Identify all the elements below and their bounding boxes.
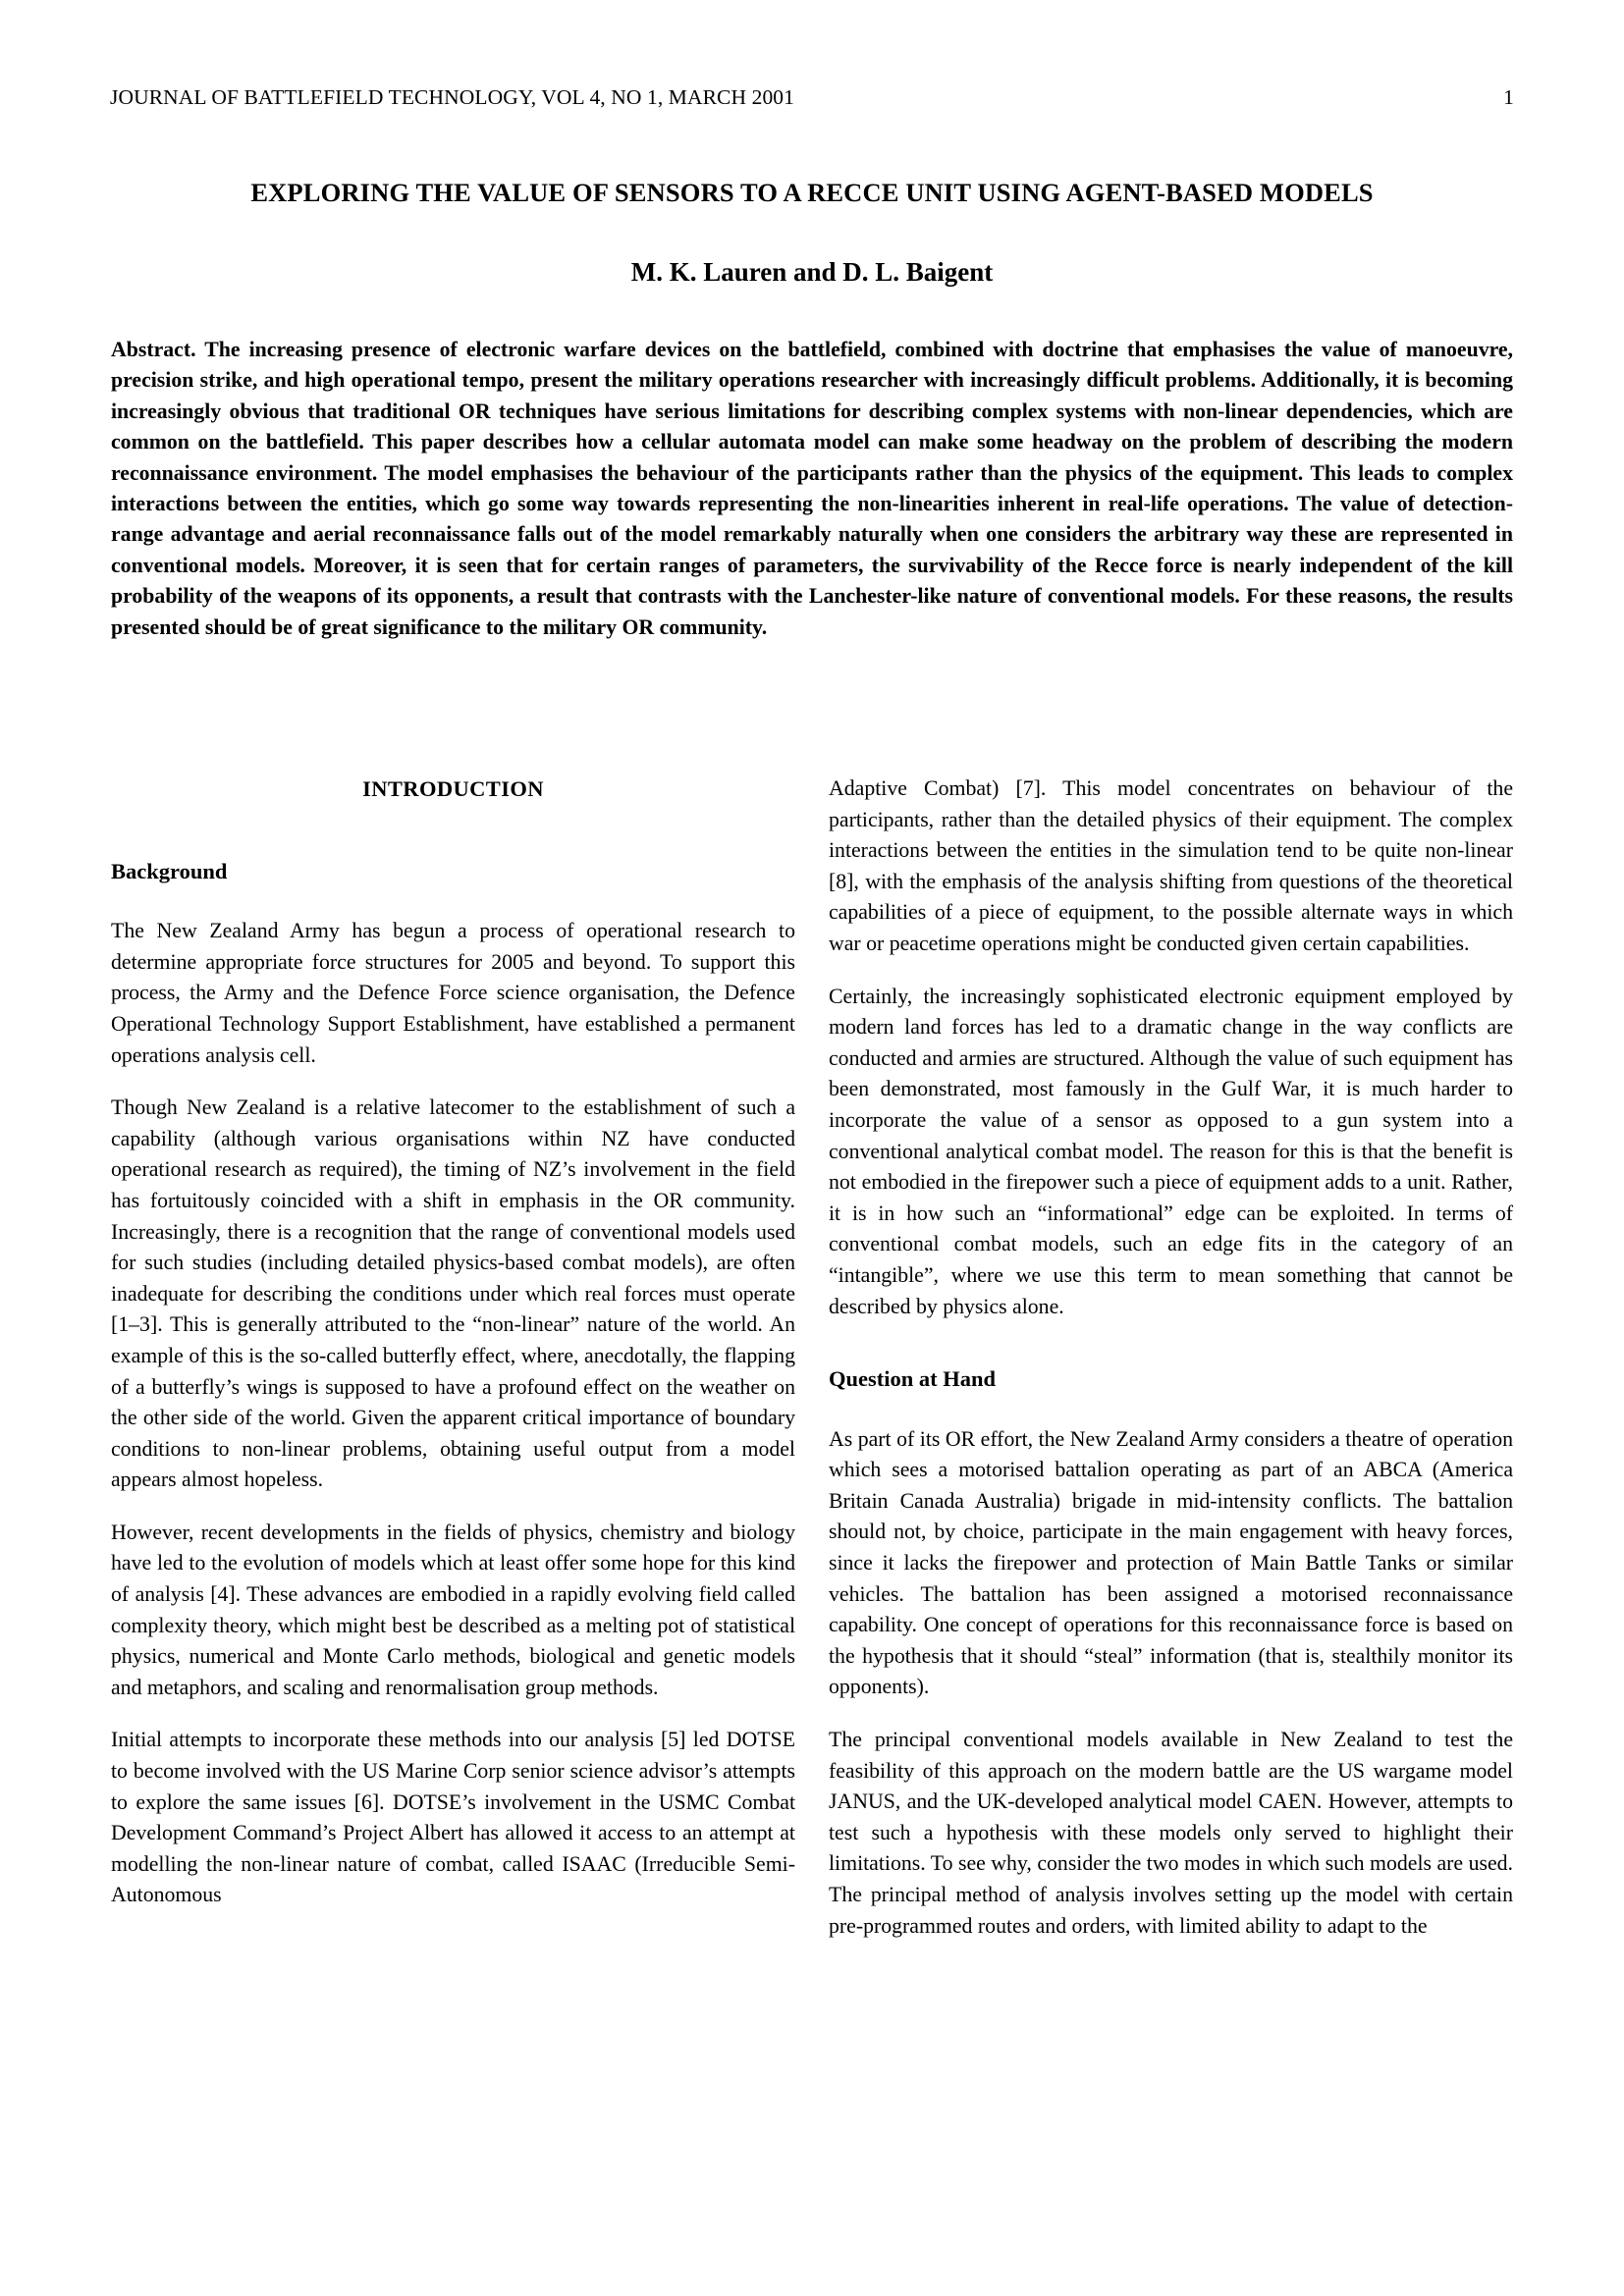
running-head [110, 86, 1514, 110]
author-list: M. K. Lauren and D. L. Baigent [630, 257, 994, 288]
paragraph: However, recent developments in the fields of physics, chemistry and biology have led to the evolution of models which at least offer some hope for this kind of analysis [4]. These advances are embodied in a rapidly evolving field called complexity theory, which might best be described as a melting pot of statistical physics, numerical and Monte Carlo methods, biological and genetic models and metaphors, and scaling and renormalisation group methods. [111, 1520, 795, 1699]
subheading-background: Background [111, 858, 228, 883]
journal-reference: JOURNAL OF BATTLEFIELD TECHNOLOGY, VOL 4, NO 1, MARCH 2001 [110, 85, 795, 109]
title-block [98, 177, 1526, 289]
paragraph: Certainly, the increasingly sophisticated electronic equipment employed by modern land forces has led to a dramatic change in the way conflicts are conducted and armies are structured. Although the value of such equipment has been demonstrated, most famously in the Gulf War, it is much harder to incorporate the value of a sensor as opposed to a gun system into a conventional analytical combat model. The reason for this is that the benefit is not embodied in the firepower such a piece of equipment adds to a unit. Rather, it is in how such an “informational” edge can be exploited. In terms of conventional combat models, such an edge fits in the category of an “intangible”, where we use this term to mean something that cannot be described by physics alone. [829, 984, 1513, 1318]
paragraph: Though New Zealand is a relative latecomer to the establishment of such a capability (although various organisations within NZ have conducted operational research as required), the timing of NZ’s involvement in the field has fortuitously coincided with a shift in emphasis in the OR community. Increasingly, there is a recognition that the range of conventional models used for such studies (including detailed physics-based combat models), are often inadequate for describing the conditions under which real forces must operate [1–3]. This is generally attributed to the “non-linear” nature of the world. An example of this is the so-called butterfly effect, where, anecdotally, the flapping of a butterfly’s wings is supposed to have a profound effect on the weather on the other side of the world. Given the apparent critical importance of boundary conditions to non-linear problems, obtaining useful output from a model appears almost hopeless. [111, 1095, 795, 1492]
page-title: EXPLORING THE VALUE OF SENSORS TO A RECCE UNIT USING AGENT-BASED MODELS [250, 178, 1374, 207]
paragraph: The New Zealand Army has begun a process of operational research to determine appropriate force structures for 2005 and beyond. To support this process, the Army and the Defence Force science organisation, the Defence Operational Technology Support Establishment, have established a permanent operations analysis cell. [111, 919, 795, 1067]
subheading-question-at-hand: Question at Hand [829, 1366, 997, 1392]
paragraph: The principal conventional models available in New Zealand to test the feasibility of this approach on the modern battle are the US wargame model JANUS, and the UK-developed analytical model CAEN. However, attempts to test such a hypothesis with these models only served to highlight their limitations. To see why, consider the two modes in which such models are used. The principal method of analysis involves setting up the model with certain pre-programmed routes and orders, with limited ability to adapt to the [829, 1728, 1513, 1938]
paragraph: Adaptive Combat) [7]. This model concentrates on behaviour of the participants, rather than the detailed physics of their equipment. The complex interactions between the entities in the simulation tend to be quite non-linear [8], with the emphasis of the analysis shifting from questions of the theoretical capabilities of a piece of equipment, to the possible alternate ways in which war or peacetime operations might be conducted given certain capabilities. [829, 776, 1513, 955]
body-columns [111, 774, 1513, 2226]
right-column [829, 774, 1513, 1942]
paragraph: As part of its OR effort, the New Zealand Army considers a theatre of operation which sees a motorised battalion operating as part of an ABCA (America Britain Canada Australia) brigade in mid-intensity conflicts. The battalion should not, by choice, participate in the main engagement with heavy forces, since it lacks the firepower and protection of Main Battle Tanks or similar vehicles. The battalion has been assigned a motorised reconnaissance capability. One concept of operations for this reconnaissance force is based on the hypothesis that it should “steal” information (that is, stealthily monitor its opponents). [829, 1426, 1513, 1699]
abstract-text: Abstract. The increasing presence of electronic warfare devices on the battlefield, combined with doctrine that emphasises the value of manoeuvre, precision strike, and high operational tempo, present the military operations researcher with increasingly difficult problems. Additionally, it is becoming increasingly obvious that traditional OR techniques have serious limitations for describing complex systems with non-linear dependencies, which are common on the battlefield. This paper describes how a cellular automata model can make some headway on the problem of describing the modern reconnaissance environment. The model emphasises the behaviour of the participants rather than the physics of the equipment. This leads to complex interactions between the entities, which go some way towards representing the non-linearities inherent in real-life operations. The value of detection-range advantage and aerial reconnaissance falls out of the model remarkably naturally when one considers the arbitrary way these are represented in conventional models. Moreover, it is seen that for certain ranges of parameters, the survivability of the Recce force is nearly independent of the kill probability of the weapons of its opponents, a result that contrasts with the Lanchester-like nature of conventional models. For these reasons, the results presented should be of great significance to the military OR community. [111, 338, 1513, 639]
section-heading-introduction: INTRODUCTION [362, 776, 544, 801]
left-column [111, 774, 795, 1911]
page-number: 1 [1503, 85, 1514, 109]
paragraph: Initial attempts to incorporate these methods into our analysis [5] led DOTSE to become involved with the US Marine Corp senior science advisor’s attempts to explore the same issues [6]. DOTSE’s involvement in the USMC Combat Development Command’s Project Albert has allowed it access to an attempt at modelling the non-linear nature of combat, called ISAAC (Irreducible Semi-Autonomous [111, 1728, 795, 1907]
